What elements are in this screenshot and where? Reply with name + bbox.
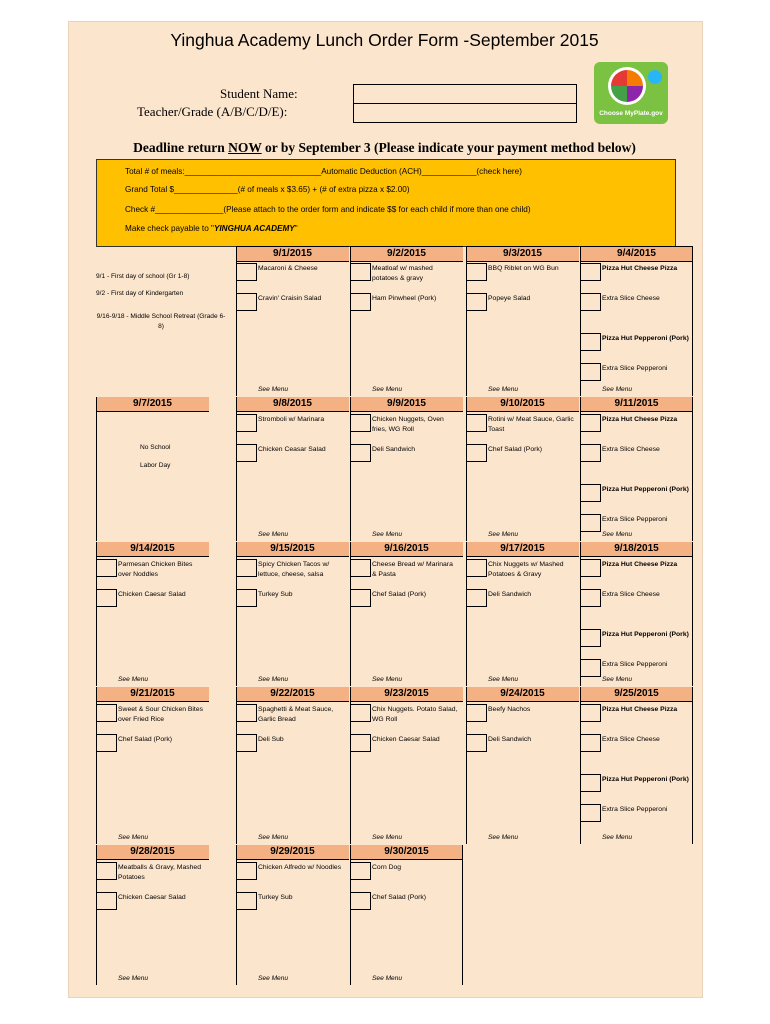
meal-checkbox[interactable] <box>580 704 601 722</box>
menu-item: BBQ Riblet on WG Bun <box>488 265 559 272</box>
menu-item: Deli Sandwich <box>488 736 532 743</box>
meal-checkbox[interactable] <box>580 414 601 432</box>
meal-checkbox[interactable] <box>96 734 117 752</box>
extra-pizza-checkbox[interactable] <box>580 804 601 822</box>
teacher-grade-field[interactable] <box>353 103 577 123</box>
meal-checkbox[interactable] <box>350 414 371 432</box>
meal-checkbox[interactable] <box>580 263 601 281</box>
extra-pizza-item: Pizza Hut Pepperoni (Pork) <box>602 335 689 342</box>
extra-pizza-item: Extra Slice Pepperoni <box>602 806 668 813</box>
see-menu-link[interactable]: See Menu <box>258 975 289 982</box>
menu-item: Turkey Sub <box>258 591 293 598</box>
meal-checkbox[interactable] <box>236 263 257 281</box>
calendar-note: 9/1 - First day of school (Gr 1-8) <box>96 273 190 280</box>
see-menu-link[interactable]: See Menu <box>602 834 633 841</box>
student-name-field[interactable] <box>353 84 577 104</box>
see-menu-link[interactable]: See Menu <box>372 386 403 393</box>
column-divider <box>462 845 463 985</box>
meal-checkbox[interactable] <box>350 734 371 752</box>
see-menu-link[interactable]: See Menu <box>258 676 289 683</box>
payment-payable: Make check payable to "YINGHUA ACADEMY" <box>125 224 298 233</box>
menu-item: Extra Slice Cheese <box>602 295 660 302</box>
day-header: 9/9/2015 <box>350 397 463 412</box>
see-menu-link[interactable]: See Menu <box>372 676 403 683</box>
extra-pizza-checkbox[interactable] <box>580 484 601 502</box>
extra-pizza-item: Extra Slice Pepperoni <box>602 365 668 372</box>
payment-total-meals: Total # of meals:______________________________Automatic Deduction (ACH)____________(check here) <box>125 167 522 176</box>
extra-pizza-checkbox[interactable] <box>580 514 601 532</box>
see-menu-link[interactable]: See Menu <box>372 834 403 841</box>
menu-item: Deli Sandwich <box>488 591 532 598</box>
menu-item: Pizza Hut Cheese Pizza <box>602 416 678 423</box>
day-header: 9/1/2015 <box>236 246 349 262</box>
day-header: 9/29/2015 <box>236 845 349 860</box>
menu-item: Pizza Hut Cheese Pizza <box>602 561 678 568</box>
meal-checkbox[interactable] <box>96 589 117 607</box>
extra-pizza-checkbox[interactable] <box>580 659 601 677</box>
see-menu-link[interactable]: See Menu <box>258 386 289 393</box>
day-header: 9/11/2015 <box>580 397 693 412</box>
menu-item: Chix Nuggets. Potato Salad, WG Roll <box>372 706 458 723</box>
day-header: 9/24/2015 <box>466 687 579 702</box>
day-header: 9/7/2015 <box>96 397 209 412</box>
menu-item: Popeye Salad <box>488 295 531 302</box>
see-menu-link[interactable]: See Menu <box>118 975 149 982</box>
column-divider <box>692 687 693 844</box>
page-title: Yinghua Academy Lunch Order Form -September 2015 <box>170 30 599 50</box>
see-menu-link[interactable]: See Menu <box>488 676 519 683</box>
calendar-note: Labor Day <box>140 462 171 469</box>
extra-pizza-item: Pizza Hut Pepperoni (Pork) <box>602 776 689 783</box>
day-header: 9/8/2015 <box>236 397 349 412</box>
menu-item: Chix Nuggets w/ Mashed Potatoes & Gravy <box>488 561 564 578</box>
see-menu-link[interactable]: See Menu <box>602 531 633 538</box>
day-header: 9/18/2015 <box>580 542 693 557</box>
meal-checkbox[interactable] <box>466 444 487 462</box>
day-header: 9/16/2015 <box>350 542 463 557</box>
meal-checkbox[interactable] <box>580 734 601 752</box>
menu-item: Pizza Hut Cheese Pizza <box>602 265 678 272</box>
menu-item: Chef Salad (Pork) <box>372 894 427 901</box>
payment-grand-total: Grand Total $______________(# of meals x $3.65) + (# of extra pizza x $2.00) <box>125 185 410 194</box>
day-header: 9/23/2015 <box>350 687 463 702</box>
logo-text: Choose MyPlate.gov <box>599 110 663 117</box>
meal-checkbox[interactable] <box>350 892 371 910</box>
deadline-notice: Deadline return NOW or by September 3 (Please indicate your payment method below) <box>133 140 636 155</box>
meal-checkbox[interactable] <box>96 559 117 577</box>
meal-checkbox[interactable] <box>580 559 601 577</box>
meal-checkbox[interactable] <box>466 704 487 722</box>
menu-item: Corn Dog <box>372 864 402 871</box>
extra-pizza-item: Pizza Hut Pepperoni (Pork) <box>602 631 689 638</box>
menu-item: Chicken Nuggets, Oven fries, WG Roll <box>372 416 444 433</box>
day-header: 9/3/2015 <box>466 246 579 262</box>
extra-pizza-item: Extra Slice Pepperoni <box>602 516 668 523</box>
meal-checkbox[interactable] <box>580 444 601 462</box>
meal-checkbox[interactable] <box>96 862 117 880</box>
menu-item: Chef Salad (Pork) <box>372 591 427 598</box>
day-header: 9/30/2015 <box>350 845 463 860</box>
meal-checkbox[interactable] <box>236 704 257 722</box>
menu-item: Cheese Bread w/ Marinara & Pasta <box>372 561 453 578</box>
extra-pizza-item: Pizza Hut Pepperoni (Pork) <box>602 486 689 493</box>
menu-item: Beefy Nachos <box>488 706 531 713</box>
meal-checkbox[interactable] <box>466 734 487 752</box>
see-menu-link[interactable]: See Menu <box>602 676 633 683</box>
meal-checkbox[interactable] <box>580 589 601 607</box>
extra-pizza-item: Extra Slice Pepperoni <box>602 661 668 668</box>
meal-checkbox[interactable] <box>236 862 257 880</box>
payment-box <box>96 159 676 247</box>
menu-item: Chicken Caesar Salad <box>118 591 186 598</box>
menu-item: Macaroni & Cheese <box>258 265 318 272</box>
menu-item: Ham Pinwheel (Pork) <box>372 295 437 302</box>
meal-checkbox[interactable] <box>350 704 371 722</box>
meal-checkbox[interactable] <box>466 589 487 607</box>
menu-item: Extra Slice Cheese <box>602 446 660 453</box>
menu-item: Turkey Sub <box>258 894 293 901</box>
menu-item: Pizza Hut Cheese Pizza <box>602 706 678 713</box>
menu-item: Cravin' Craisin Salad <box>258 295 322 302</box>
meal-checkbox[interactable] <box>236 734 257 752</box>
day-header: 9/21/2015 <box>96 687 209 702</box>
see-menu-link[interactable]: See Menu <box>372 531 403 538</box>
meal-checkbox[interactable] <box>236 414 257 432</box>
myplate-logo-icon <box>594 62 668 124</box>
meal-checkbox[interactable] <box>466 263 487 281</box>
menu-item: Chicken Caesar Salad <box>372 736 440 743</box>
see-menu-link[interactable]: See Menu <box>602 386 633 393</box>
column-divider <box>692 397 693 541</box>
see-menu-link[interactable]: See Menu <box>488 531 519 538</box>
calendar-note: 9/2 - First day of Kindergarten <box>96 290 184 297</box>
see-menu-link[interactable]: See Menu <box>488 386 519 393</box>
see-menu-link[interactable]: See Menu <box>118 676 149 683</box>
day-header: 9/25/2015 <box>580 687 693 702</box>
calendar-note: No School <box>140 444 171 451</box>
menu-item: Spicy Chicken Tacos w/ lettuce, cheese, salsa <box>258 561 330 578</box>
menu-item: Meatballs & Gravy, Mashed Potatoes <box>118 864 201 881</box>
meal-checkbox[interactable] <box>350 444 371 462</box>
see-menu-link[interactable]: See Menu <box>118 834 149 841</box>
day-header: 9/10/2015 <box>466 397 579 412</box>
menu-item: Deli Sub <box>258 736 284 743</box>
extra-pizza-checkbox[interactable] <box>580 363 601 381</box>
meal-checkbox[interactable] <box>350 559 371 577</box>
meal-checkbox[interactable] <box>350 263 371 281</box>
menu-item: Chicken Alfredo w/ Noodles <box>258 864 342 871</box>
menu-item: Rotini w/ Meat Sauce, Garlic Toast <box>488 416 574 433</box>
extra-pizza-checkbox[interactable] <box>580 333 601 351</box>
menu-item: Spaghetti & Meat Sauce, Garlic Bread <box>258 706 334 723</box>
extra-pizza-checkbox[interactable] <box>580 774 601 792</box>
menu-item: Stromboli w/ Marinara <box>258 416 325 423</box>
meal-checkbox[interactable] <box>236 444 257 462</box>
see-menu-link[interactable]: See Menu <box>488 834 519 841</box>
meal-checkbox[interactable] <box>350 589 371 607</box>
meal-checkbox[interactable] <box>236 892 257 910</box>
column-divider <box>96 397 97 541</box>
day-header: 9/22/2015 <box>236 687 349 702</box>
see-menu-link[interactable]: See Menu <box>258 834 289 841</box>
calendar-note: 9/16-9/18 - Middle School Retreat (Grade 6-8) <box>96 313 226 330</box>
meal-checkbox[interactable] <box>350 862 371 880</box>
menu-item: Deli Sandwich <box>372 446 416 453</box>
day-header: 9/14/2015 <box>96 542 209 557</box>
menu-item: Meatloaf w/ mashed potatoes & gravy <box>372 265 433 282</box>
teacher-grade-label: Teacher/Grade (A/B/C/D/E): <box>137 104 288 119</box>
menu-item: Chicken Caesar Salad <box>118 894 186 901</box>
day-header: 9/28/2015 <box>96 845 209 860</box>
menu-item: Chicken Ceasar Salad <box>258 446 326 453</box>
meal-checkbox[interactable] <box>236 589 257 607</box>
meal-checkbox[interactable] <box>350 293 371 311</box>
meal-checkbox[interactable] <box>236 559 257 577</box>
day-header: 9/15/2015 <box>236 542 349 557</box>
meal-checkbox[interactable] <box>466 414 487 432</box>
meal-checkbox[interactable] <box>96 892 117 910</box>
column-divider <box>692 246 693 396</box>
menu-item: Parmesan Chicken Bites over Noddles <box>118 561 193 578</box>
menu-item: Chef Salad (Pork) <box>118 736 173 743</box>
payment-check: Check #_______________(Please attach to the order form and indicate $$ for each child if more than one child) <box>125 205 531 214</box>
meal-checkbox[interactable] <box>96 704 117 722</box>
see-menu-link[interactable]: See Menu <box>258 531 289 538</box>
meal-checkbox[interactable] <box>236 293 257 311</box>
meal-checkbox[interactable] <box>466 293 487 311</box>
menu-item: Extra Slice Cheese <box>602 591 660 598</box>
day-header: 9/2/2015 <box>350 246 463 262</box>
column-divider <box>692 542 693 686</box>
student-name-label: Student Name: <box>220 86 298 101</box>
day-header: 9/17/2015 <box>466 542 579 557</box>
day-header: 9/4/2015 <box>580 246 693 262</box>
meal-checkbox[interactable] <box>466 559 487 577</box>
menu-item: Sweet & Sour Chicken Bites over Fried Rice <box>118 706 204 723</box>
menu-item: Chef Salad (Pork) <box>488 446 543 453</box>
meal-checkbox[interactable] <box>580 293 601 311</box>
extra-pizza-checkbox[interactable] <box>580 629 601 647</box>
see-menu-link[interactable]: See Menu <box>372 975 403 982</box>
menu-item: Extra Slice Cheese <box>602 736 660 743</box>
